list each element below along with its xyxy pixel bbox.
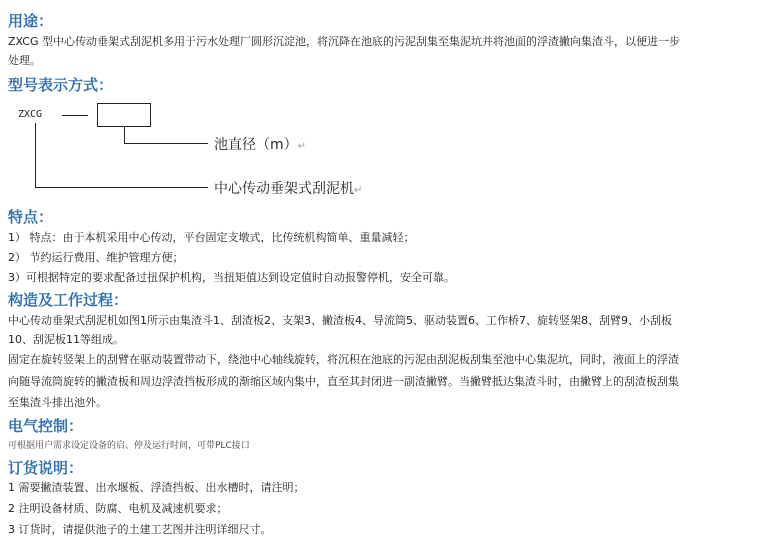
model-code: ZXCG bbox=[18, 109, 43, 120]
feature-item-2: 2） 节约运行费用、维护管理方便； bbox=[8, 251, 184, 264]
structure-line-1: 中心传动垂架式刮泥机如图1所示由集渣斗1、刮渣板2、支架3、撇渣板4、导流筒5、驱动装置6、工作桥7、旋转竖架8、刮臂9、小刮板 bbox=[8, 314, 672, 327]
usage-line-1: ZXCG 型中心传动垂架式刮泥机多用于污水处理厂圆形沉淀池，将沉降在池底的污泥刮集至集泥坑并将池面的浮渣撇向集渣斗，以便进一步 bbox=[8, 35, 680, 48]
feature-item-3: 3）可根据特定的要求配备过扭保护机构，当扭矩值达到设定值时自动报警停机，安全可靠。 bbox=[8, 271, 455, 284]
model-box bbox=[97, 103, 151, 127]
ordering-item-1: 1 需要撇渣装置、出水堰板、浮渣挡板、出水槽时，请注明； bbox=[8, 481, 305, 494]
feature-item-1: 1） 特点：由于本机采用中心传动，平台固定支墩式，比传统机构简单、重量减轻； bbox=[8, 231, 415, 244]
diameter-leader-h bbox=[124, 143, 208, 144]
features-heading: 特点： bbox=[8, 208, 54, 226]
structure-line-5: 至集渣斗排出池外。 bbox=[8, 396, 107, 409]
model-heading: 型号表示方式： bbox=[8, 76, 114, 94]
ordering-item-3: 3 订货时，请提供池子的土建工艺图并注明详细尺寸。 bbox=[8, 523, 272, 536]
structure-line-3: 固定在旋转竖架上的刮臂在驱动装置带动下，绕池中心轴线旋转，将沉积在池底的污泥由刮泥板刮集至池中心集泥坑，同时，液面上的浮渣 bbox=[8, 353, 679, 366]
usage-heading: 用途： bbox=[8, 12, 54, 30]
name-leader-h bbox=[35, 187, 208, 188]
code-dash bbox=[62, 115, 88, 116]
structure-heading: 构造及工作过程： bbox=[8, 291, 129, 309]
electrical-text: 可根据用户需求设定设备的启、停及运行时间，可带PLC接口 bbox=[8, 441, 250, 451]
ordering-heading: 订货说明： bbox=[8, 459, 84, 477]
diameter-label: 池直径（m）↵ bbox=[214, 137, 307, 153]
name-label: 中心传动垂架式刮泥机↵ bbox=[214, 181, 363, 197]
structure-line-4: 向随导流筒旋转的撇渣板和周边浮渣挡板形成的渐缩区域内集中，直至其封闭进一副渣撇臂。当撇臂抵达集渣斗时，由撇臂上的刮渣板刮集 bbox=[8, 375, 679, 388]
electrical-heading: 电气控制： bbox=[8, 417, 84, 435]
ordering-item-2: 2 注明设备材质、防腐、电机及减速机要求； bbox=[8, 502, 228, 515]
diameter-leader-v bbox=[124, 127, 125, 143]
structure-line-2: 10、刮泥板11等组成。 bbox=[8, 333, 124, 346]
name-leader-v bbox=[35, 123, 36, 187]
usage-line-2: 处理。 bbox=[8, 54, 41, 67]
